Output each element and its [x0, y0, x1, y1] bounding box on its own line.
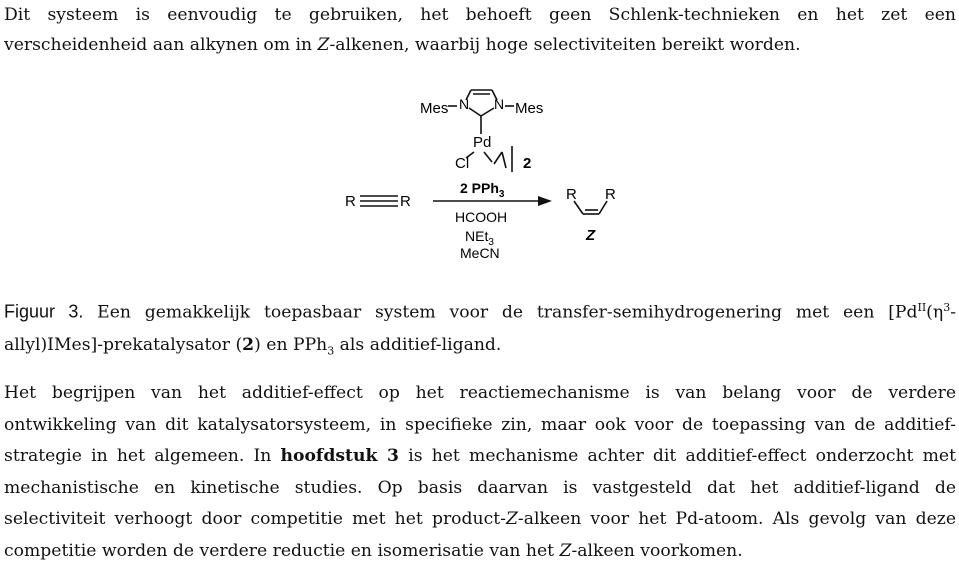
caption-line-2-sub: 3: [327, 344, 334, 357]
caption-sup-3: 3: [943, 301, 950, 314]
triple-bond: [360, 196, 398, 206]
alkene-r-right: R: [605, 186, 616, 203]
body-line-3: [4, 441, 956, 473]
cl-label: Cl: [455, 155, 469, 172]
body-line-4: mechanistische en kinetische studies. Op basis daarvan is vastgesteld dat het additief-ligand de: [4, 473, 956, 505]
caption-line-1: [4, 292, 956, 329]
body-paragraph: [4, 378, 956, 567]
mes-left-label: Mes: [420, 100, 448, 117]
reaction-scheme: [0, 80, 959, 280]
caption-sup-ii: II: [917, 301, 926, 314]
caption-label: Figuur 3.: [4, 302, 83, 322]
intro-paragraph: [4, 0, 956, 61]
catalyst-number: 2: [523, 155, 531, 172]
alkyne-r-left: R: [345, 193, 356, 210]
intro-line-2: [4, 30, 956, 61]
intro-line-2-text-a: verscheidenheid aan alkynen om in: [4, 35, 318, 55]
caption-line-2-b: ) en PPh: [254, 335, 327, 355]
body-line-3-bold: hoofdstuk 3: [281, 446, 400, 466]
n-left-label: N: [459, 96, 469, 112]
intro-line-2-text-b: -alkenen, waarbij hoge selectiviteiten bereikt worden.: [330, 35, 801, 55]
caption-line-2-a: allyl)IMes]-prekatalysator (: [4, 335, 242, 355]
reaction-arrow: [433, 196, 552, 206]
caption-line-2-c: als additief-ligand.: [334, 335, 501, 355]
reagent-pph3: 2 PPh$_3$: [460, 180, 505, 200]
alkene-r-left: R: [566, 186, 577, 203]
body-line-5-a: selectiviteit verhoogt door competitie met het product-: [4, 509, 506, 529]
reagent-net3: NEt$_3$: [465, 228, 494, 248]
body-line-6-italic: Z: [560, 541, 572, 561]
body-line-2: ontwikkeling van dit katalysatorsysteem, in specifieke zin, maar ook voor de toepassing van de additief-: [4, 410, 956, 442]
body-line-6-b: -alkeen voorkomen.: [571, 541, 742, 561]
alkyne-r-right: R: [400, 193, 411, 210]
figure-caption: [4, 292, 956, 367]
caption-line-2: [4, 329, 956, 367]
n-right-label: N: [494, 96, 504, 112]
caption-line-2-bold: 2: [242, 335, 254, 355]
pd-label: Pd: [473, 134, 491, 151]
caption-text-a: Een gemakkelijk toepasbaar system voor de transfer-semihydrogenering met een [Pd: [83, 303, 917, 323]
body-line-6-a: competitie worden de verdere reductie en isomerisatie van het: [4, 541, 560, 561]
intro-line-1: Dit systeem is eenvoudig te gebruiken, het behoeft geen Schlenk-technieken en het zet een: [4, 0, 956, 31]
caption-text-c: -: [950, 303, 956, 323]
body-line-6: [4, 536, 956, 567]
body-line-5-b: -alkeen voor het Pd-atoom. Als gevolg van deze: [518, 509, 956, 529]
reagent-mecn: MeCN: [460, 245, 500, 261]
reagent-hcooh: HCOOH: [455, 209, 507, 225]
intro-line-2-italic: Z: [318, 35, 330, 55]
caption-text-b: (η: [926, 303, 943, 323]
mes-right-label: Mes: [515, 100, 543, 117]
body-line-5-italic: Z: [506, 509, 518, 529]
body-line-3-b: is het mechanisme achter dit additief-effect onderzocht met: [399, 446, 956, 466]
cis-double-bond: [574, 201, 607, 214]
body-line-5: [4, 504, 956, 536]
body-line-3-a: strategie in het algemeen. In: [4, 446, 281, 466]
body-line-1: Het begrijpen van het additief-effect op het reactiemechanisme is van belang voor de verdere: [4, 378, 956, 410]
product-z-label: Z: [585, 227, 596, 244]
